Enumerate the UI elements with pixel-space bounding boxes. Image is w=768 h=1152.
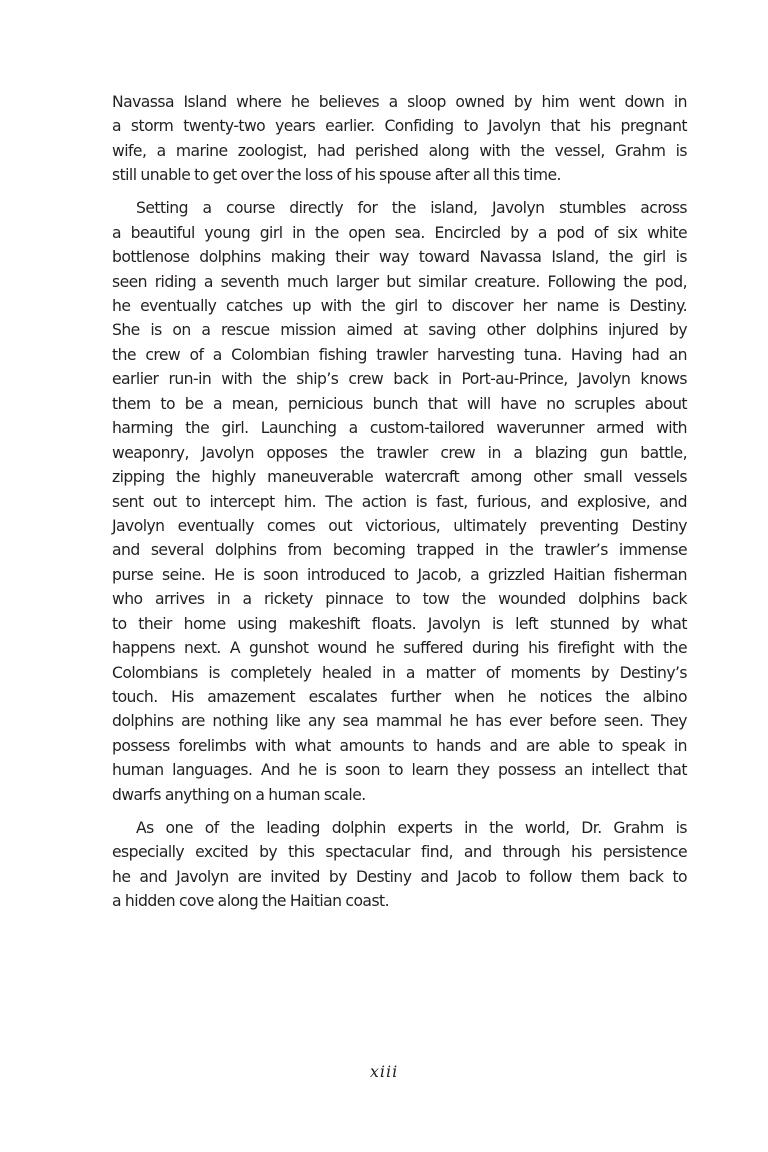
text-line: wife, a marine zoologist, had perished along with the vessel, Grahm is [112, 141, 687, 160]
text-line: happens next. A gunshot wound he suffered during his firefight with the [112, 639, 687, 658]
paragraph-2 [112, 196, 687, 807]
paragraph-3 [112, 816, 687, 914]
page-number: xiii [369, 1062, 399, 1081]
text-line: weaponry, Javolyn opposes the trawler crew in a blazing gun battle, [112, 443, 687, 462]
text-line: to their home using makeshift floats. Javolyn is left stunned by what [112, 614, 687, 633]
text-line: possess forelimbs with what amounts to hands and are able to speak in [112, 736, 687, 755]
text-line: dolphins are nothing like any sea mammal he has ever before seen. They [112, 712, 687, 731]
text-line: touch. His amazement escalates further when he notices the albino [112, 688, 687, 706]
body-text [112, 90, 687, 922]
text-line: who arrives in a rickety pinnace to tow the wounded dolphins back [112, 590, 687, 609]
text-line: the crew of a Colombian fishing trawler harvesting tuna. Having had an [112, 345, 687, 364]
text-line: a storm twenty-two years earlier. Confiding to Javolyn that his pregnant [112, 117, 687, 136]
text-line: Navassa Island where he believes a sloop owned by him went down in [112, 93, 687, 111]
text-line: a hidden cove along the Haitian coast. [112, 892, 389, 910]
text-line: earlier run-in with the ship’s crew back in Port-au-Prince, Javolyn knows [112, 370, 687, 389]
text-line: zipping the highly maneuverable watercraft among other small vessels [112, 468, 687, 487]
text-line: he and Javolyn are invited by Destiny and Jacob to follow them back to [112, 867, 687, 886]
text-line: still unable to get over the loss of his spouse after all this time. [112, 166, 561, 185]
text-line: a beautiful young girl in the open sea. Encircled by a pod of six white [112, 223, 687, 242]
text-line: and several dolphins from becoming trapped in the trawler’s immense [112, 541, 687, 560]
text-line: As one of the leading dolphin experts in the world, Dr. Grahm is [136, 818, 687, 837]
text-line: purse seine. He is soon introduced to Jacob, a grizzled Haitian fisherman [112, 565, 687, 584]
text-line: human languages. And he is soon to learn they possess an intellect that [112, 761, 687, 780]
text-line: especially excited by this spectacular find, and through his persistence [112, 843, 687, 862]
text-line: them to be a mean, pernicious bunch that will have no scruples about [112, 394, 687, 413]
text-line: Setting a course directly for the island, Javolyn stumbles across [136, 199, 687, 218]
text-line: he eventually catches up with the girl to discover her name is Destiny. [112, 297, 687, 315]
text-line: sent out to intercept him. The action is fast, furious, and explosive, and [112, 492, 687, 511]
text-line: harming the girl. Launching a custom-tailored waverunner armed with [112, 419, 687, 438]
text-line: She is on a rescue mission aimed at saving other dolphins injured by [112, 321, 687, 340]
text-line: Javolyn eventually comes out victorious, ultimately preventing Destiny [112, 516, 687, 535]
text-line: dwarfs anything on a human scale. [112, 785, 366, 804]
text-line: bottlenose dolphins making their way toward Navassa Island, the girl is [112, 248, 687, 267]
text-line: Colombians is completely healed in a matter of moments by Destiny’s [112, 663, 687, 682]
text-line: seen riding a seventh much larger but similar creature. Following the pod, [112, 272, 687, 291]
paragraph-1 [112, 90, 687, 188]
